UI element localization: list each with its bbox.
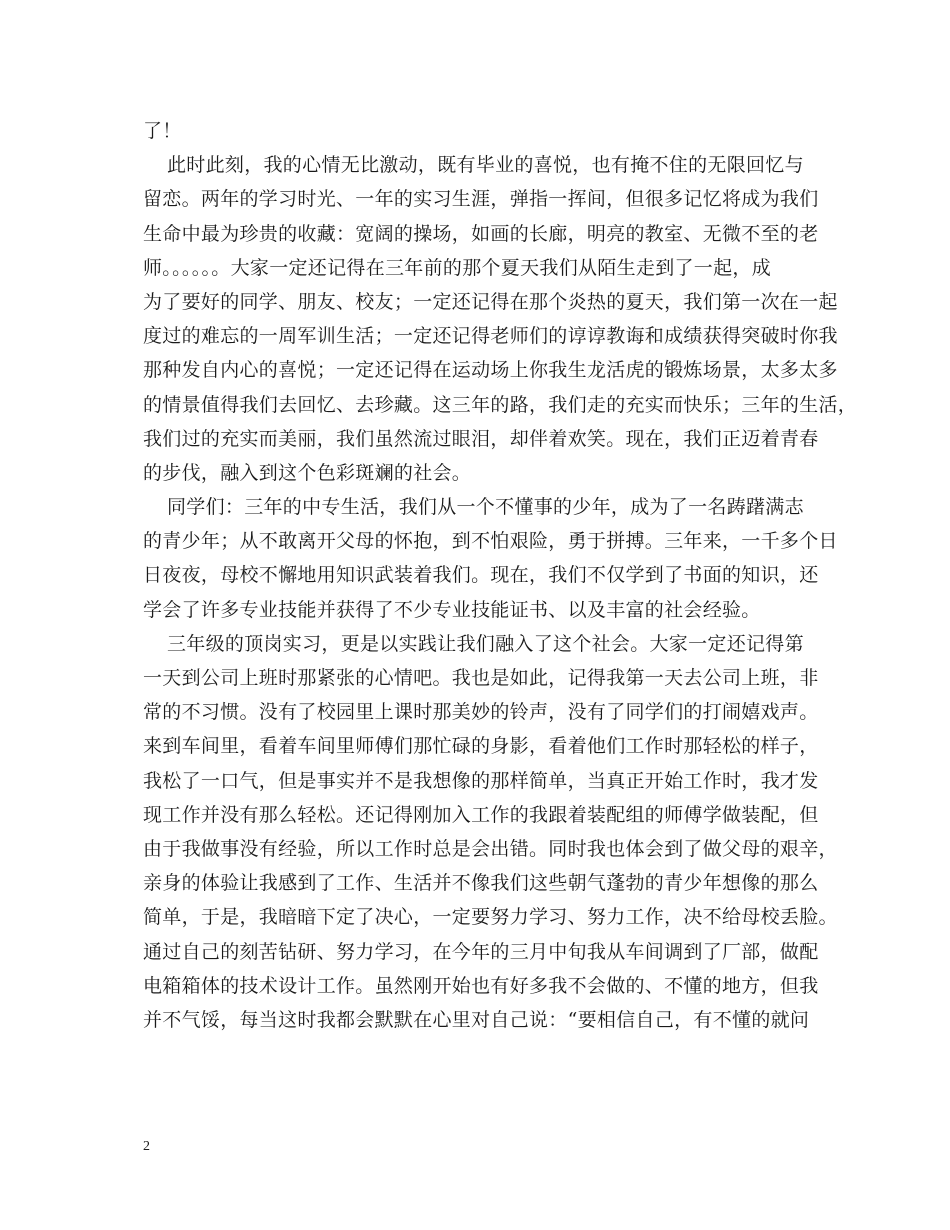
text-line: 的情景值得我们去回忆、去珍藏。这三年的路，我们走的充实而快乐；三年的生活，: [143, 393, 858, 416]
text-line: 三年级的顶岗实习，更是以实践让我们融入了这个社会。大家一定还记得第: [167, 632, 804, 655]
text-line: 生命中最为珍贵的收藏：宽阔的操场，如画的长廊，明亮的教室、无微不至的老: [143, 222, 819, 245]
text-line: 常的不习惯。没有了校园里上课时那美妙的铃声，没有了同学们的打闹嬉戏声。: [143, 701, 819, 724]
text-line: 此时此刻，我的心情无比激动，既有毕业的喜悦，也有掩不住的无限回忆与: [167, 154, 804, 177]
text-line: 同学们：三年的中专生活，我们从一个不懂事的少年，成为了一名踌躇满志: [167, 496, 804, 519]
text-line: 度过的难忘的一周军训生活；一定还记得老师们的谆谆教诲和成绩获得突破时你我: [143, 325, 838, 348]
page-number: 2: [143, 1139, 150, 1154]
text-line: 现工作并没有那么轻松。还记得刚加入工作的我跟着装配组的师傅学做装配，但: [143, 803, 819, 826]
text-line: 通过自己的刻苦钻研、努力学习，在今年的三月中旬我从车间调到了厂部，做配: [143, 940, 819, 963]
text-line: 日夜夜，母校不懈地用知识武装着我们。现在，我们不仅学到了书面的知识，还: [143, 564, 819, 587]
text-line: 一天到公司上班时那紧张的心情吧。我也是如此，记得我第一天去公司上班，非: [143, 667, 819, 689]
text-line: 并不气馁，每当这时我都会默默在心里对自己说：“要相信自己，有不懂的就问: [143, 1008, 810, 1031]
text-line: 了！: [143, 120, 182, 142]
text-line: 我们过的充实而美丽，我们虽然流过眼泪，却伴着欢笑。现在，我们正迈着青春: [143, 427, 819, 450]
text-line: 我松了一口气，但是事实并不是我想像的那样简单，当真正开始工作时，我才发: [143, 769, 819, 792]
body-text: [143, 114, 858, 1037]
text-line: 简单，于是，我暗暗下定了决心，一定要努力学习、努力工作，决不给母校丢脸。: [143, 906, 838, 929]
text-line: 的步伐，融入到这个色彩斑斓的社会。: [143, 461, 472, 484]
text-line: 来到车间里，看着车间里师傅们那忙碌的身影，看着他们工作时那轻松的样子，: [143, 735, 819, 758]
text-line: 学会了许多专业技能并获得了不少专业技能证书、以及丰富的社会经验。: [143, 598, 761, 621]
text-line: 师。。。。。。大家一定还记得在三年前的那个夏天我们从陌生走到了一起，成: [143, 256, 772, 279]
text-line: 电箱箱体的技术设计工作。虽然刚开始也有好多我不会做的、不懂的地方，但我: [143, 974, 819, 997]
text-line: 由于我做事没有经验，所以工作时总是会出错。同时我也体会到了做父母的艰辛，: [143, 837, 838, 860]
text-line: 那种发自内心的喜悦；一定还记得在运动场上你我生龙活虎的锻炼场景，太多太多: [143, 359, 838, 382]
text-line: 亲身的体验让我感到了工作、生活并不像我们这些朝气蓬勃的青少年想像的那么: [143, 872, 819, 895]
text-line: 的青少年；从不敢离开父母的怀抱，到不怕艰险，勇于拼搏。三年来，一千多个日: [143, 530, 838, 553]
text-line: 为了要好的同学、朋友、校友；一定还记得在那个炎热的夏天，我们第一次在一起: [143, 290, 838, 313]
text-line: 留恋。两年的学习时光、一年的实习生涯，弹指一挥间，但很多记忆将成为我们: [143, 188, 819, 211]
